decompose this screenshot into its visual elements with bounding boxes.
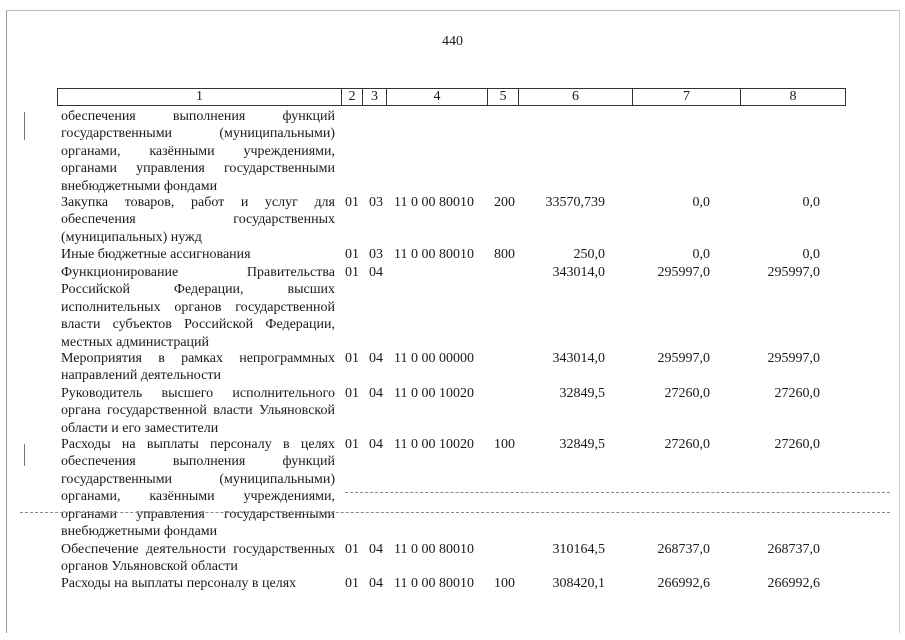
cell-section: 01 [345,265,359,280]
page-fold-dash [345,492,890,493]
cell-target-code: 11 0 00 10020 [394,437,474,452]
cell-section: 01 [345,386,359,401]
cell-target-code: 11 0 00 80010 [394,247,474,262]
cell-amount-6: 33570,739 [545,195,605,210]
cell-subsection: 03 [369,195,383,210]
cell-section: 01 [345,437,359,452]
cell-amount-8: 268737,0 [767,542,820,557]
cell-amount-7: 295997,0 [657,351,710,366]
cell-target-code: 11 0 00 80010 [394,195,474,210]
col-header-1: 1 [58,89,342,105]
cell-amount-7: 27260,0 [664,437,710,452]
col-header-6: 6 [519,89,633,105]
cell-subsection: 04 [369,576,383,591]
row-name: Иные бюджетные ассигнования [61,247,251,262]
cell-subsection: 04 [369,542,383,557]
left-margin-line [24,112,25,140]
cell-expense-type: 200 [494,195,515,210]
row-name: обеспечения выполнения функций государственными (муниципальными) органами, казёнными учреждениями, органами управления государственными внебюджетными фондами [61,109,335,194]
cell-expense-type: 800 [494,247,515,262]
cell-amount-7: 0,0 [692,247,710,262]
row-name: Руководитель высшего исполнительного органа государственной власти Ульяновской области и его заместители [61,386,335,436]
cell-subsection: 03 [369,247,383,262]
cell-amount-6: 343014,0 [552,265,605,280]
cell-amount-6: 308420,1 [552,576,605,591]
cell-expense-type: 100 [494,576,515,591]
cell-amount-8: 295997,0 [767,265,820,280]
cell-section: 01 [345,542,359,557]
cell-amount-6: 310164,5 [552,542,605,557]
cell-amount-8: 27260,0 [774,437,820,452]
row-name: Мероприятия в рамках непрограммных направлений деятельности [61,351,335,384]
cell-target-code: 11 0 00 80010 [394,576,474,591]
col-header-4: 4 [387,89,488,105]
cell-amount-7: 27260,0 [664,386,710,401]
col-header-8: 8 [789,89,797,104]
cell-amount-8: 0,0 [802,195,820,210]
page-fold-dash [20,512,890,513]
cell-subsection: 04 [369,265,383,280]
page-number: 440 [442,34,463,49]
cell-amount-6: 250,0 [573,247,605,262]
cell-amount-8: 0,0 [802,247,820,262]
row-name: Расходы на выплаты персоналу в целях [61,576,297,591]
cell-amount-8: 27260,0 [774,386,820,401]
row-name: Расходы на выплаты персоналу в целях обеспечения выполнения функций государственными (муниципальными) органами, казёнными учреждениями, органами управления государственными внебюджетными фондами [61,437,335,540]
cell-section: 01 [345,247,359,262]
cell-target-code: 11 0 00 10020 [394,386,474,401]
cell-expense-type: 100 [494,437,515,452]
col-header-2: 2 [342,89,363,105]
row-name: Обеспечение деятельности государственных органов Ульяновской области [61,542,335,575]
cell-amount-8: 266992,6 [767,576,820,591]
col-header-7: 7 [633,89,741,105]
cell-amount-7: 0,0 [692,195,710,210]
cell-amount-6: 32849,5 [559,386,605,401]
cell-target-code: 11 0 00 80010 [394,542,474,557]
cell-amount-6: 32849,5 [559,437,605,452]
cell-section: 01 [345,195,359,210]
cell-section: 01 [345,351,359,366]
cell-section: 01 [345,576,359,591]
cell-amount-7: 268737,0 [657,542,710,557]
cell-amount-6: 343014,0 [552,351,605,366]
table-header [57,88,846,106]
row-name: Функционирование Правительства Российской Федерации, высших исполнительных органов государственной власти субъектов Российской Федерации, местных администраций [61,265,335,350]
cell-amount-7: 266992,6 [657,576,710,591]
cell-subsection: 04 [369,386,383,401]
cell-amount-7: 295997,0 [657,265,710,280]
row-name: Закупка товаров, работ и услуг для обеспечения государственных (муниципальных) нужд [61,195,335,245]
col-header-5: 5 [488,89,519,105]
left-margin-line [24,444,25,466]
cell-subsection: 04 [369,351,383,366]
cell-subsection: 04 [369,437,383,452]
cell-target-code: 11 0 00 00000 [394,351,474,366]
cell-amount-8: 295997,0 [767,351,820,366]
col-header-3: 3 [363,89,387,105]
